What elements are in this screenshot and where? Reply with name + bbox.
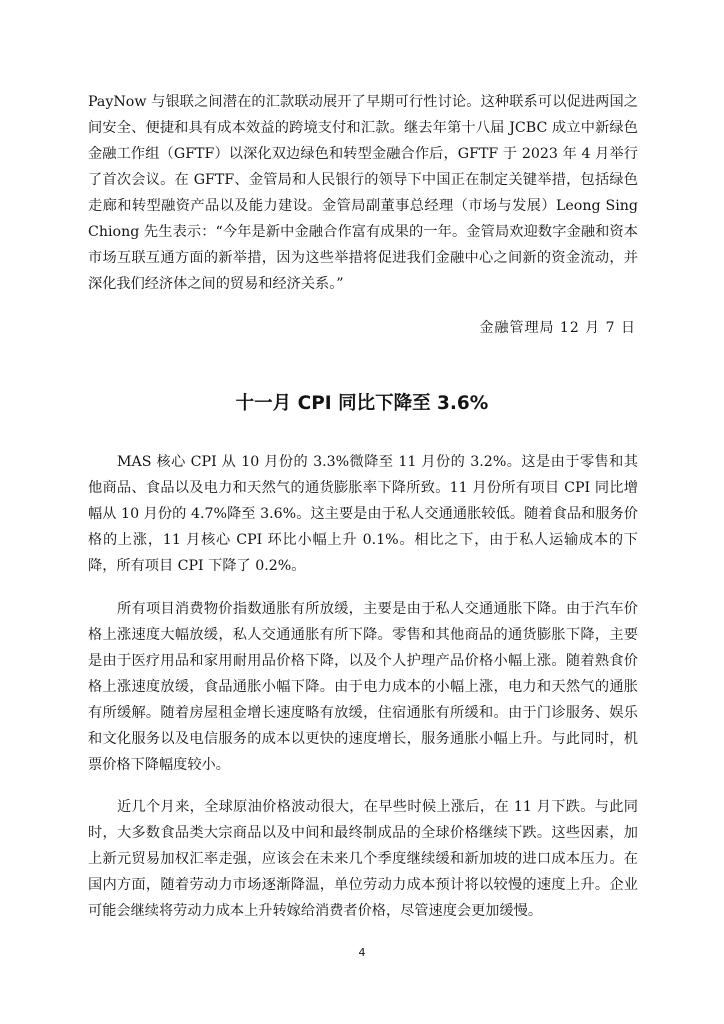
news-source-date: 金融管理局 12 月 7 日 xyxy=(479,320,636,336)
article-title: 十一月 CPI 同比下降至 3.6% xyxy=(235,393,489,415)
article-paragraph-2: 所有项目消费物价指数通胀有所放缓，主要是由于私人交通通胀下降。由于汽车价格上涨速度大幅放缓，私人交通通胀有所下降。零售和其他商品的通货膨胀下降，主要是由于医疗用品和家用耐用品价格下降，以及个人护理产品价格小幅上涨。随着熟食价格上涨速度放缓，食品通胀小幅下降。由于电力成本的小幅上涨，电力和天然气的通胀有所缓解。随着房屋租金增长速度略有放缓，住宿通胀有所缓和。由于门诊服务、娱乐和文化服务以及电信服务的成本以更快的速度增长，服务通胀小幅上升。与此同时，机票价格下降幅度较小。 xyxy=(88,601,638,773)
article-paragraph-1: MAS 核心 CPI 从 10 月份的 3.3%微降至 11 月份的 3.2%。这是由于零售和其他商品、食品以及电力和天然气的通货膨胀率下降所致。11 月份所有项目 CPI 同比增幅从 10 月份的 4.7%降至 3.6%。这主要是由于私人交通通胀较低。随着食品和服务价格的上涨，11 月核心 CPI 环比小幅上升 0.1%。相比之下，由于私人运输成本的下降，所有项目 CPI 下降了 0.2%。 xyxy=(88,454,638,574)
continued-paragraph: PayNow 与银联之间潜在的汇款联动展开了早期可行性讨论。这种联系可以促进两国之间安全、便捷和具有成本效益的跨境支付和汇款。继去年第十八届 JCBC 成立中新绿色金融工作组（GFTF）以深化双边绿色和转型金融合作后，GFTF 于 2023 年 4 月举行了首次会议。在 GFTF、金管局和人民银行的领导下中国正在制定关键举措，包括绿色走廊和转型融资产品以及能力建设。金管局副董事总经理（市场与发展）Leong Sing Chiong 先生表示：“今年是新中金融合作富有成果的一年。金管局欢迎数字金融和资本市场互联互通方面的新举措，因为这些举措将促进我们金融中心之间新的资金流动，并深化我们经济体之间的贸易和经济关系。” xyxy=(88,94,638,292)
page-number: 4 xyxy=(358,946,366,959)
article-paragraph-3: 近几个月来，全球原油价格波动很大，在早些时候上涨后，在 11 月下跌。与此同时，大多数食品类大宗商品以及中间和最终制成品的全球价格继续下跌。这些因素，加上新元贸易加权汇率走强，应该会在未来几个季度继续缓和新加坡的进口成本压力。在国内方面，随着劳动力市场逐渐降温，单位劳动力成本预计将以较慢的速度上升。企业可能会继续将劳动力成本上升转嫁给消费者价格，尽管速度会更加缓慢。 xyxy=(88,799,638,919)
